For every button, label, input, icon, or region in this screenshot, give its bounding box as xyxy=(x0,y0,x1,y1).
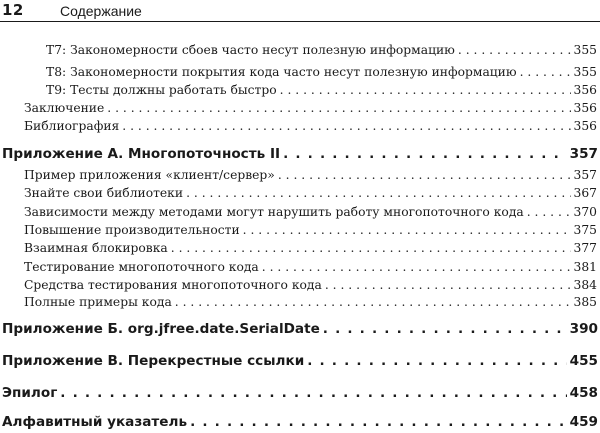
page-header xyxy=(0,0,600,22)
toc-chapter xyxy=(2,320,598,339)
toc-chapter-title: Приложение Б. org.jfree.date.SerialDate xyxy=(2,321,320,337)
toc-entry-page: 356 xyxy=(573,83,597,97)
toc-entry xyxy=(24,167,597,184)
toc-entry xyxy=(24,118,597,135)
toc-entry-title: T7: Закономерности сбоев часто несут полезную информацию xyxy=(46,43,455,57)
toc-entry-page: 356 xyxy=(573,119,597,133)
page-number: 12 xyxy=(2,1,24,19)
toc-entry-title: Тестирование многопоточного кода xyxy=(24,260,259,274)
toc-chapter-page: 357 xyxy=(569,146,598,162)
toc-chapter xyxy=(2,413,598,432)
toc-entry-title: T8: Закономерности покрытия кода часто несут полезную информацию xyxy=(46,65,517,79)
toc-chapter xyxy=(2,145,598,164)
toc-chapter-title: Приложение А. Многопоточность II xyxy=(2,146,281,162)
dot-leader xyxy=(283,145,567,163)
toc-entry-page: 381 xyxy=(573,260,597,274)
dot-leader xyxy=(190,413,567,431)
header-rule xyxy=(0,21,600,22)
dot-leader xyxy=(280,82,571,98)
toc-entry-title: Взаимная блокировка xyxy=(24,241,168,255)
toc-entry xyxy=(24,277,597,294)
toc-chapter xyxy=(2,352,598,371)
toc-entry xyxy=(46,64,597,81)
dot-leader xyxy=(171,240,571,256)
toc-entry-title: Знайте свои библиотеки xyxy=(24,186,184,200)
toc-entry xyxy=(24,259,597,276)
toc-entry-page: 355 xyxy=(573,65,597,79)
dot-leader xyxy=(107,100,570,116)
toc-entry-page: 356 xyxy=(573,101,597,115)
toc-entry xyxy=(46,42,597,59)
toc-chapter xyxy=(2,384,598,403)
toc-chapter-page: 455 xyxy=(569,353,598,369)
dot-leader xyxy=(175,294,571,310)
dot-leader xyxy=(278,167,571,183)
dot-leader xyxy=(262,259,571,275)
toc-entry-title: Средства тестирования многопоточного кода xyxy=(24,278,322,292)
dot-leader xyxy=(527,204,571,220)
toc-entry xyxy=(24,294,597,311)
toc-entry-title: T9: Тесты должны работать быстро xyxy=(46,83,277,97)
toc-chapter-page: 459 xyxy=(569,414,598,430)
dot-leader xyxy=(186,185,570,201)
toc-entry-title: Полные примеры кода xyxy=(24,295,172,309)
toc-entry-page: 377 xyxy=(573,241,597,255)
dot-leader xyxy=(307,352,566,370)
toc-entry-title: Повышение производительности xyxy=(24,223,240,237)
dot-leader xyxy=(243,222,571,238)
dot-leader xyxy=(122,118,570,134)
toc-entry xyxy=(24,240,597,257)
toc-entry xyxy=(24,222,597,239)
toc-entry xyxy=(24,204,597,221)
dot-leader xyxy=(325,277,571,293)
dot-leader xyxy=(520,64,571,80)
toc-entry xyxy=(24,100,597,117)
toc-entry-page: 375 xyxy=(573,223,597,237)
toc-entry-title: Библиография xyxy=(24,119,120,133)
running-title: Содержание xyxy=(60,3,142,19)
toc-chapter-page: 458 xyxy=(569,385,598,401)
toc-entry-page: 370 xyxy=(573,205,597,219)
toc-entry-title: Заключение xyxy=(24,101,105,115)
dot-leader xyxy=(458,42,571,58)
toc-chapter-title: Эпилог xyxy=(2,385,58,401)
toc-entry xyxy=(46,82,597,99)
toc-entry-page: 385 xyxy=(573,295,597,309)
toc-chapter-page: 390 xyxy=(569,321,598,337)
toc-entry-page: 355 xyxy=(573,43,597,57)
toc-entry-page: 384 xyxy=(573,278,597,292)
toc-entry-page: 357 xyxy=(573,168,597,182)
dot-leader xyxy=(60,384,566,402)
toc-chapter-title: Алфавитный указатель xyxy=(2,414,188,430)
toc-entry-title: Зависимости между методами могут нарушить работу многопоточного кода xyxy=(24,205,524,219)
dot-leader xyxy=(323,320,567,338)
toc-entry-page: 367 xyxy=(573,186,597,200)
toc-chapter-title: Приложение В. Перекрестные ссылки xyxy=(2,353,305,369)
toc-entry xyxy=(24,185,597,202)
toc-entry-title: Пример приложения «клиент/сервер» xyxy=(24,168,275,182)
